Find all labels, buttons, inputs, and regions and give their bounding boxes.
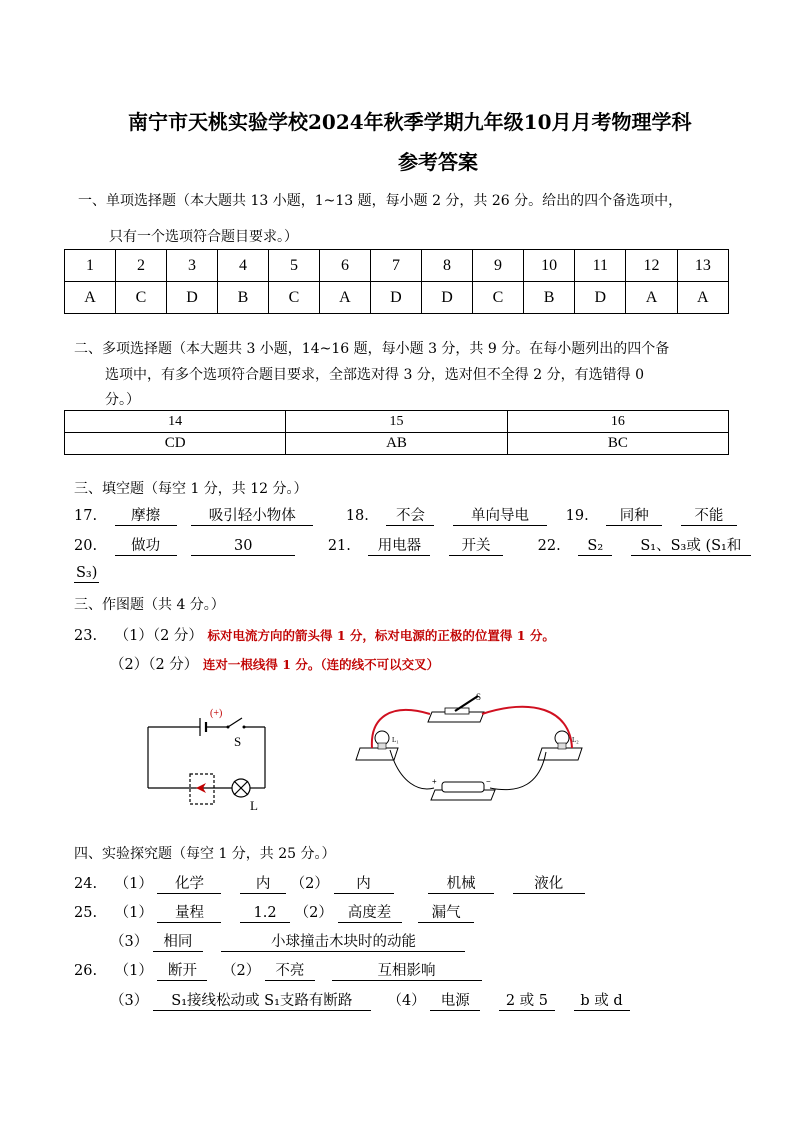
q-number: 23.: [74, 628, 98, 644]
circuit-diagram-schematic: [140, 700, 280, 815]
table-cell: 10: [523, 250, 574, 282]
black-wire: [490, 752, 546, 790]
answer-blank: 1.2: [240, 904, 290, 923]
part-label: （2）: [222, 963, 261, 979]
table-cell: D: [575, 282, 626, 314]
table-row: [65, 433, 729, 455]
bulb-l1-label: L₁: [392, 736, 399, 744]
part-label: （2）: [290, 876, 329, 892]
part-label: （3）: [110, 934, 149, 950]
svg-text:−: −: [486, 777, 491, 786]
q-number: 22.: [537, 538, 561, 554]
positive-pole-label: (+): [210, 708, 223, 719]
table-cell: 15: [286, 411, 507, 433]
q-number: 25.: [74, 905, 98, 921]
q23-part1: [74, 624, 555, 646]
answer-blank: 不会: [386, 507, 434, 526]
battery-icon: [442, 782, 484, 792]
table-row: [65, 411, 729, 433]
q26-line1: [74, 959, 482, 981]
answer-blank: 漏气: [418, 904, 474, 923]
table-cell: 3: [166, 250, 217, 282]
part-label: （1）: [114, 963, 153, 979]
answer-blank: S₁、S₃或 (S₁和: [631, 537, 751, 556]
q-number: 20.: [74, 538, 98, 554]
table-cell: 13: [677, 250, 728, 282]
table-cell: C: [268, 282, 319, 314]
q20-21-22-line: [74, 537, 751, 559]
section4-heading: 四、实验探究题（每空 1 分，共 25 分。）: [74, 846, 336, 862]
answer-blank: 吸引轻小物体: [191, 507, 313, 526]
part-label: （2）（2 分）: [110, 657, 199, 673]
table-cell: B: [523, 282, 574, 314]
table-cell: 11: [575, 250, 626, 282]
table-cell: 16: [507, 411, 728, 433]
answer-blank: 高度差: [338, 904, 402, 923]
section1-heading: 一、单项选择题（本大题共 13 小题，1~13 题，每小题 2 分，共 26 分。给出的四个备选项中，: [78, 193, 683, 209]
q-number: 24.: [74, 876, 98, 892]
answer-blank: b 或 d: [574, 992, 630, 1011]
table-cell: D: [166, 282, 217, 314]
table-row: [65, 282, 729, 314]
answer-blank: 内: [240, 875, 286, 894]
part-label: （1）: [114, 905, 153, 921]
table-cell: A: [626, 282, 677, 314]
answer-blank: S₁接线松动或 S₁支路有断路: [153, 992, 371, 1011]
answer-blank: 小球撞击木块时的动能: [221, 933, 465, 952]
table-cell: A: [319, 282, 370, 314]
table-cell: D: [421, 282, 472, 314]
table-cell: CD: [65, 433, 286, 455]
answer-blank: 摩擦: [115, 507, 177, 526]
answer-blank: 机械: [428, 875, 494, 894]
black-wire: [390, 750, 434, 789]
answer-blank: 同种: [606, 507, 662, 526]
part-label: （3）: [110, 993, 149, 1009]
table-cell: 14: [65, 411, 286, 433]
table-cell: A: [65, 282, 116, 314]
multi-choice-answer-table: [64, 410, 729, 455]
table-cell: AB: [286, 433, 507, 455]
switch-label: S: [476, 692, 482, 702]
page-title: 南宁市天桃实验学校2024年秋季学期九年级10月月考物理学科: [128, 110, 692, 134]
page-subtitle: 参考答案: [398, 150, 478, 174]
q-number: 19.: [565, 508, 589, 524]
part-label: （4）: [387, 993, 426, 1009]
switch-label: S: [234, 734, 242, 749]
section3-heading: 三、填空题（每空 1 分，共 12 分。）: [74, 481, 308, 497]
answer-blank: 不亮: [265, 962, 315, 981]
table-cell: B: [218, 282, 269, 314]
drawing-section-heading: 三、作图题（共 4 分。）: [74, 597, 225, 613]
table-cell: A: [677, 282, 728, 314]
scoring-note: 标对电流方向的箭头得 1 分，标对电源的正极的位置得 1 分。: [207, 628, 555, 643]
part-label: （1）（2 分）: [114, 628, 203, 644]
answer-blank: 不能: [681, 507, 737, 526]
table-cell: 7: [370, 250, 421, 282]
table-cell: 4: [218, 250, 269, 282]
single-choice-answer-table: [64, 249, 729, 314]
q17-18-19-line: [74, 507, 737, 529]
section2-heading-cont2: 分。）: [105, 392, 140, 408]
table-cell: 1: [65, 250, 116, 282]
table-cell: C: [472, 282, 523, 314]
q26-line2: [110, 989, 630, 1011]
answer-blank: 内: [334, 875, 394, 894]
answer-blank: 单向导电: [453, 507, 547, 526]
scoring-note: 连对一根线得 1 分。（连的线不可以交叉）: [202, 657, 440, 672]
section2-heading-cont: 选项中，有多个选项符合题目要求，全部选对得 3 分，选对但不全得 2 分，有选错得 0: [105, 367, 644, 383]
table-cell: 8: [421, 250, 472, 282]
lamp-label: L: [250, 798, 258, 813]
answer-blank: 断开: [157, 962, 207, 981]
q-number: 18.: [345, 508, 369, 524]
answer-blank: 相同: [153, 933, 203, 952]
table-cell: 2: [116, 250, 167, 282]
svg-text:+: +: [432, 777, 437, 786]
circuit-diagram-physical: [350, 688, 600, 806]
q-number: 21.: [327, 538, 351, 554]
table-cell: C: [116, 282, 167, 314]
bulb-l2-label: L₂: [572, 736, 579, 744]
answer-blank: 化学: [157, 875, 221, 894]
q-number: 17.: [74, 508, 98, 524]
table-cell: 9: [472, 250, 523, 282]
table-cell: 12: [626, 250, 677, 282]
section1-heading-cont: 只有一个选项符合题目要求。）: [109, 229, 298, 245]
table-cell: BC: [507, 433, 728, 455]
answer-blank: 30: [191, 537, 295, 556]
answer-blank: 液化: [513, 875, 585, 894]
part-label: （2）: [294, 905, 333, 921]
answer-blank: 做功: [115, 537, 177, 556]
q23-part2: [110, 653, 439, 675]
q-number: 26.: [74, 963, 98, 979]
answer-blank: 量程: [157, 904, 221, 923]
answer-blank: S₃): [76, 565, 98, 581]
table-cell: 6: [319, 250, 370, 282]
table-cell: D: [370, 282, 421, 314]
table-cell: 5: [268, 250, 319, 282]
q25-line1: [74, 901, 474, 923]
answer-blank: 电源: [430, 992, 480, 1011]
table-row: [65, 250, 729, 282]
answer-blank: 用电器: [368, 537, 430, 556]
q22-continuation: [74, 564, 99, 586]
answer-blank: S₂: [578, 537, 612, 556]
answer-blank: 2 或 5: [499, 992, 555, 1011]
section2-heading: 二、多项选择题（本大题共 3 小题，14~16 题，每小题 3 分，共 9 分。在每小题列出的四个备: [74, 341, 670, 357]
q24-line: [74, 872, 585, 894]
answer-blank: 互相影响: [332, 962, 482, 981]
q25-line2: [110, 930, 465, 952]
part-label: （1）: [114, 876, 153, 892]
answer-blank: 开关: [449, 537, 503, 556]
